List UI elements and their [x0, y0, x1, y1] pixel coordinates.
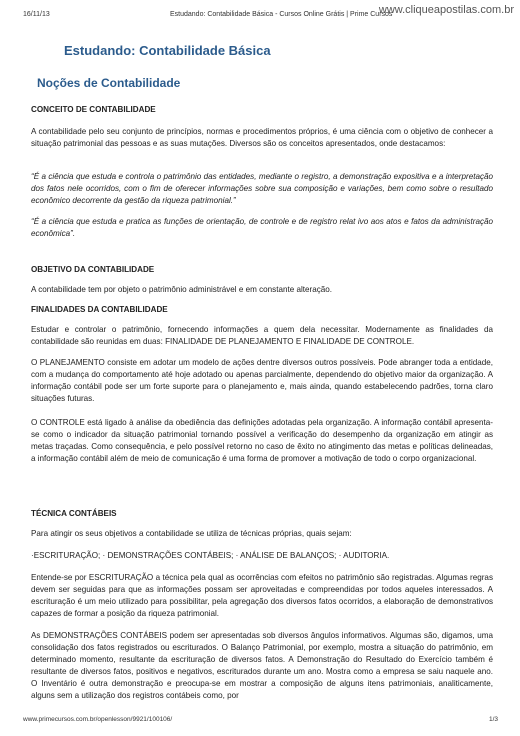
tecnica-list: ·ESCRITURAÇÃO; · DEMONSTRAÇÕES CONTÁBEIS; · ANÁLISE DE BALANÇOS; · AUDITORIA.	[31, 551, 390, 560]
section-title: Noções de Contabilidade	[37, 76, 181, 90]
footer-page-number: 1/3	[488, 716, 498, 723]
finalidades-paragraph-2: O PLANEJAMENTO consiste em adotar um modelo de ações dentre diversos outros possíveis. Pode abranger toda a entidade, com a mudança do comportamento até hoje adotado ou apenas parcialmente, dependendo do objetivo maior da organização. A informação contábil pode ser um forte suporte para o planejamento e, mais ainda, quando estabelecendo padrões, torna claro situações futuras.	[31, 358, 493, 404]
tecnica-paragraph-4: As DEMONSTRAÇÕES CONTÁBEIS podem ser apresentadas sob diversos ângulos informativos. Algumas são, digamos, uma consolidação dos fatos registrados ou escriturados. O Balanço Patrimonial, por exemplo, mostra a situação do patrimônio, em determinado momento, resultante da escrituração de diversos fatos. A Demonstração do Resultado do Exercício também é resultante de diversos fatos, positivos e negativos, escriturados durante um ano. Mostra como a empresa se saiu naquele ano. O Inventário é outra demonstração e preocupa-se em mostrar a composição de alguns itens patrimoniais, analiticamente, alguns sem a utilização dos registros contábeis como, por	[31, 631, 493, 701]
finalidades-paragraph-3: O CONTROLE está ligado à análise da obediência das definições adotadas pela organização. A informação contábil apresenta-se como o indicador da situação patrimonial tornando possível a verificação do desempenho da organização em atingir as metas traçadas. Como consequência, e pelo possível retorno no caso de êxito no atingimento das metas e políticas delineadas, a informação contábil além de meio de comunicação é uma forma de promover a motivação de todo o corpo organizacional.	[31, 418, 493, 464]
header-title: Estudando: Contabilidade Básica - Cursos Online Grátis | Prime Cursos	[170, 11, 393, 18]
tecnica-heading: TÉCNICA CONTÁBEIS	[31, 509, 117, 518]
conceito-heading: CONCEITO DE CONTABILIDADE	[31, 105, 156, 114]
quote-2: “É a ciência que estuda e pratica as funções de orientação, de controle e de registro relat ivo aos atos e fatos da administração econômica”.	[31, 217, 493, 239]
watermark: www.cliqueapostilas.com.br	[378, 4, 514, 16]
finalidades-heading: FINALIDADES DA CONTABILIDADE	[31, 305, 168, 314]
header-date: 16/11/13	[23, 11, 50, 18]
tecnica-paragraph-1: Para atingir os seus objetivos a contabilidade se utiliza de técnicas próprias, quais sejam:	[31, 529, 352, 538]
tecnica-paragraph-3: Entende-se por ESCRITURAÇÃO a técnica pela qual as ocorrências com efeitos no patrimônio são registradas. Algumas regras devem ser seguidas para que as informações possam ser aproveitadas e compreendidas por todos aqueles interessados. A escrituração é um meio utilizado para possibilitar, pela agregação dos diversos fatos ocorridos, a elaboração de demonstrativos capazes de formar a posição da riqueza patrimonial.	[31, 573, 493, 619]
conceito-paragraph: A contabilidade pelo seu conjunto de princípios, normas e procedimentos próprios, é uma ciência com o objetivo de conhecer a situação patrimonial das pessoas e as suas mutações. Diversos são os conceitos apresentados, onde destacamos:	[31, 127, 493, 149]
page-title: Estudando: Contabilidade Básica	[64, 43, 271, 58]
footer-url[interactable]: www.primecursos.com.br/openlesson/9921/100106/	[23, 716, 173, 723]
objetivo-paragraph: A contabilidade tem por objeto o patrimônio administrável e em constante alteração.	[31, 285, 332, 294]
quote-1: “É a ciência que estuda e controla o patrimônio das entidades, mediante o registro, a demonstração expositiva e a interpretação dos fatos nele ocorridos, com o fim de oferecer informações sobre sua composição e variações, bem como sobre o resultado econômico decorrente da gestão da riqueza patrimonial.”	[31, 172, 493, 206]
finalidades-paragraph-1: Estudar e controlar o patrimônio, fornecendo informações a quem dela necessitar. Modernamente as finalidades da contabilidade são reunidas em duas: FINALIDADE DE PLANEJAMENTO E FINALIDADE DE CONTROLE.	[31, 325, 493, 347]
objetivo-heading: OBJETIVO DA CONTABILIDADE	[31, 265, 155, 274]
